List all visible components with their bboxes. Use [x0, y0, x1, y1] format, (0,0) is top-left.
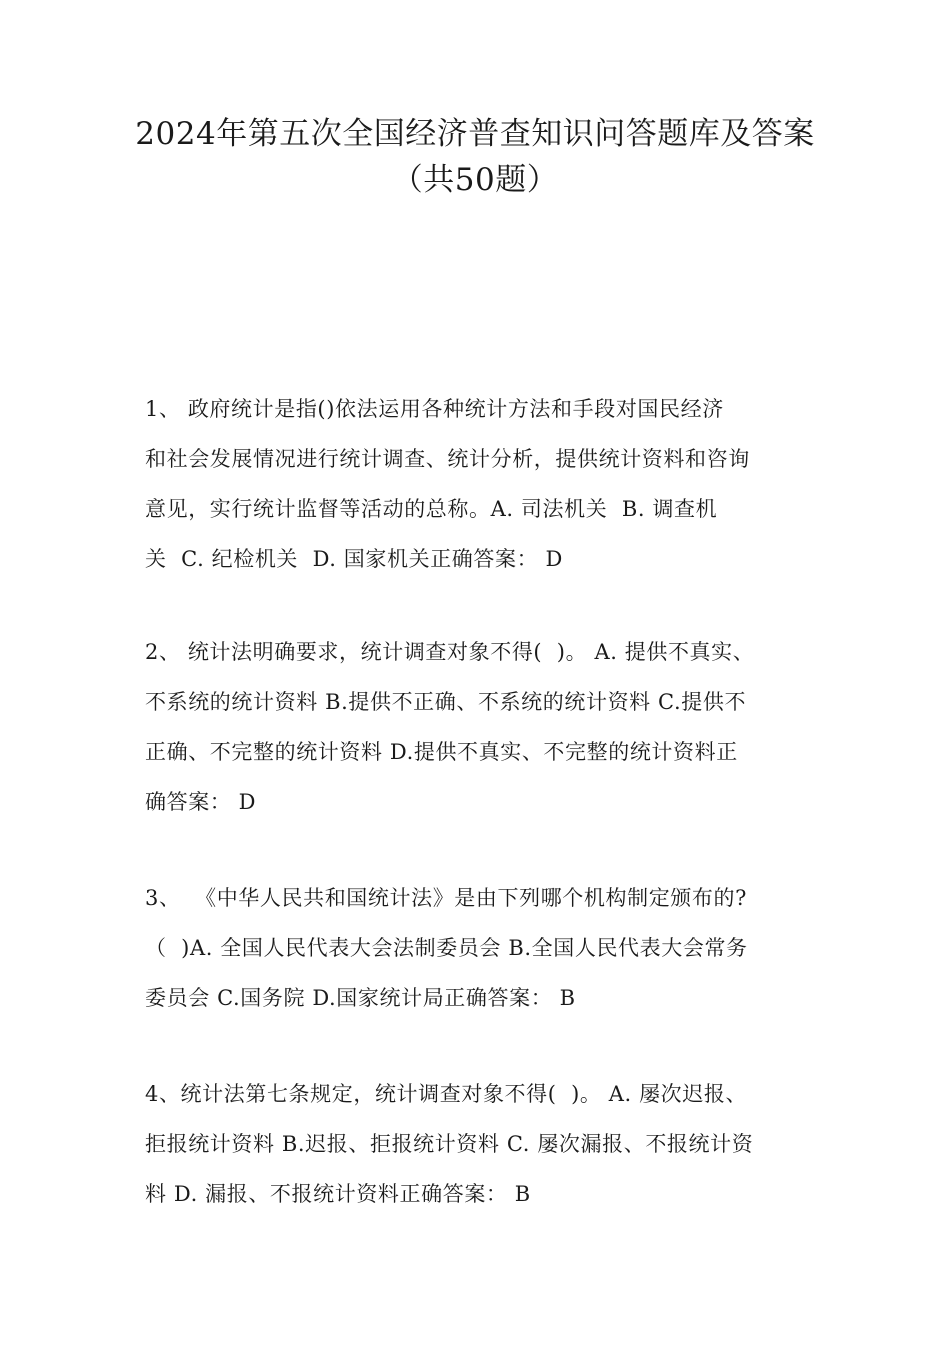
question-1	[145, 384, 817, 584]
question-2	[145, 627, 817, 827]
question-line: 拒报统计资料 B.迟报、拒报统计资料 C. 屡次漏报、不报统计资	[145, 1132, 754, 1156]
question-line: 3、 《中华人民共和国统计法》是由下列哪个机构制定颁布的?	[145, 886, 747, 910]
question-3	[145, 873, 817, 1023]
document-title: 2024年第五次全国经济普查知识问答题库及答案	[135, 116, 815, 152]
question-line: 料 D. 漏报、不报统计资料正确答案： B	[145, 1182, 531, 1206]
question-line: 确答案： D	[145, 790, 257, 814]
question-line: 正确、不完整的统计资料 D.提供不真实、不完整的统计资料正	[145, 740, 738, 764]
question-line: （ )A. 全国人民代表大会法制委员会 B.全国人民代表大会常务	[145, 936, 748, 960]
question-line: 2、 统计法明确要求，统计调查对象不得( )。 A. 提供不真实、	[145, 640, 755, 664]
question-line: 1、 政府统计是指()依法运用各种统计方法和手段对国民经济	[145, 397, 724, 421]
question-line: 意见，实行统计监督等活动的总称。A. 司法机关 B. 调查机	[145, 497, 718, 521]
question-line: 和社会发展情况进行统计调查、统计分析，提供统计资料和咨询	[145, 447, 750, 471]
question-line: 关 C. 纪检机关 D. 国家机关正确答案： D	[145, 547, 563, 571]
question-line: 委员会 C.国务院 D.国家统计局正确答案： B	[145, 986, 576, 1010]
question-line: 4、统计法第七条规定，统计调查对象不得( )。 A. 屡次迟报、	[145, 1082, 748, 1106]
document-subtitle: （共50题）	[391, 162, 559, 198]
question-4	[145, 1069, 817, 1219]
question-line: 不系统的统计资料 B.提供不正确、不系统的统计资料 C.提供不	[145, 690, 747, 714]
